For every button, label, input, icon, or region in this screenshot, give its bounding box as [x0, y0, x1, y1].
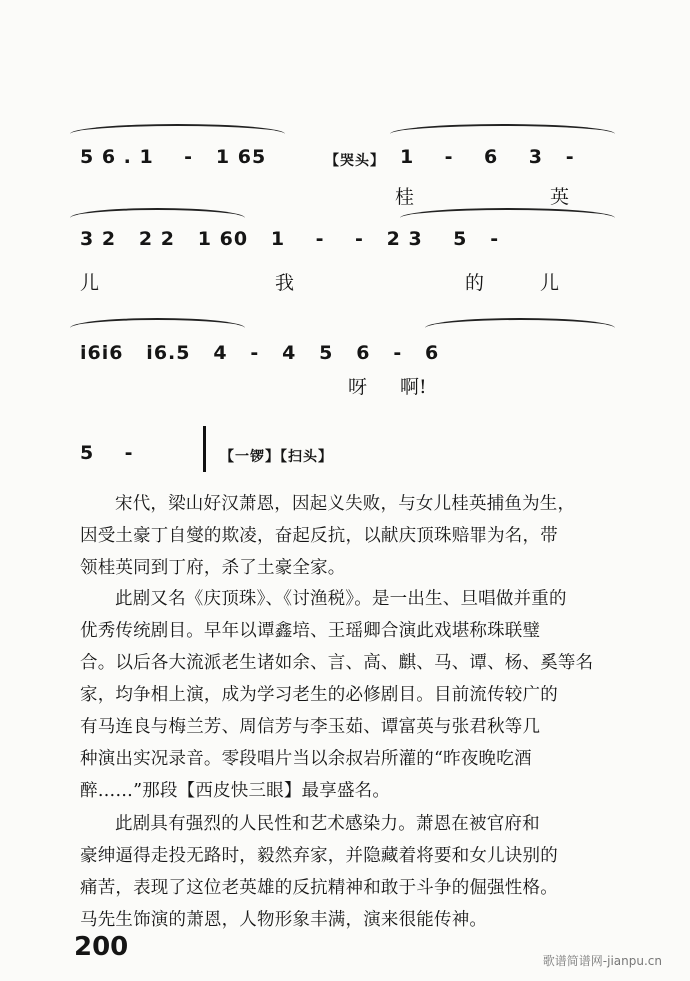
slur: [390, 124, 615, 134]
para-line: 豪绅逼得走投无路时，毅然弃家，并隐藏着将要和女儿诀别的: [80, 846, 558, 866]
tag-yiluo-saotou: 【一锣】【扫头】: [220, 449, 333, 465]
para-line: 因受土豪丁自燮的欺凌，奋起反抗，以献庆顶珠赔罪为名，带: [80, 526, 558, 546]
para-line: 马先生饰演的萧恩，人物形象丰满，演来很能传神。: [80, 910, 488, 930]
slur: [70, 208, 245, 218]
notes-row-1b: 1 - 6 3 -: [400, 146, 575, 168]
notes-row-3: i6i6 i6.5 4 - 4 5 6 - 6: [80, 342, 440, 364]
lyric: 我: [275, 272, 295, 294]
lyric: 儿: [80, 272, 100, 294]
para-line: 领桂英同到丁府，杀了土豪全家。: [80, 558, 346, 578]
para-line: 优秀传统剧目。早年以谭鑫培、王瑶卿合演此戏堪称珠联璧: [80, 621, 541, 641]
score-row-4: [70, 410, 630, 480]
paragraph-1: [80, 488, 620, 584]
lyric: 的: [465, 272, 485, 294]
para-line: 痛苦，表现了这位老英雄的反抗精神和敢于斗争的倔强性格。: [80, 878, 558, 898]
para-line: 此剧又名《庆顶珠》、《讨渔税》。是一出生、旦唱做并重的: [115, 589, 567, 609]
tag-kutou: 【哭头】: [325, 153, 385, 169]
paragraph-3: [80, 808, 620, 936]
slur: [400, 208, 615, 218]
page-number: 200: [74, 932, 129, 962]
para-line: 此剧具有强烈的人民性和艺术感染力。萧恩在被官府和: [115, 814, 540, 834]
score-row-1: [70, 120, 630, 208]
watermark: 歌谱简谱网-jianpu.cn: [542, 954, 662, 968]
notes-row-4: 5 -: [80, 442, 134, 464]
para-line: 宋代，梁山好汉萧恩，因起义失败，与女儿桂英捕鱼为生，: [115, 494, 576, 514]
lyric: 儿: [540, 272, 560, 294]
score-row-2: [70, 200, 630, 294]
para-line: 醉……”那段【西皮快三眼】最享盛名。: [80, 781, 391, 801]
para-line: 有马连良与梅兰芳、周信芳与李玉茹、谭富英与张君秋等几: [80, 717, 541, 737]
slur: [70, 124, 285, 134]
notes-row-1a: 5 6 . 1 - 1 65: [80, 146, 267, 168]
final-barline: [203, 426, 206, 472]
score-row-3: [70, 300, 630, 398]
para-line: 种演出实况录音。零段唱片当以余叔岩所灌的“昨夜晚吃酒: [80, 749, 532, 769]
slur: [425, 318, 615, 328]
notes-row-2: 3 2 2 2 1 60 1 - - 2 3 5 -: [80, 228, 500, 250]
para-line: 家，均争相上演，成为学习老生的必修剧目。目前流传较广的: [80, 685, 558, 705]
lyric: 英: [550, 186, 570, 208]
slur: [70, 318, 245, 328]
lyric: 呀: [348, 376, 368, 398]
para-line: 合。以后各大流派老生诸如余、言、高、麒、马、谭、杨、奚等名: [80, 653, 594, 673]
paragraph-2: [80, 583, 620, 807]
lyric: 桂: [395, 186, 415, 208]
lyric: 啊!: [400, 376, 427, 398]
